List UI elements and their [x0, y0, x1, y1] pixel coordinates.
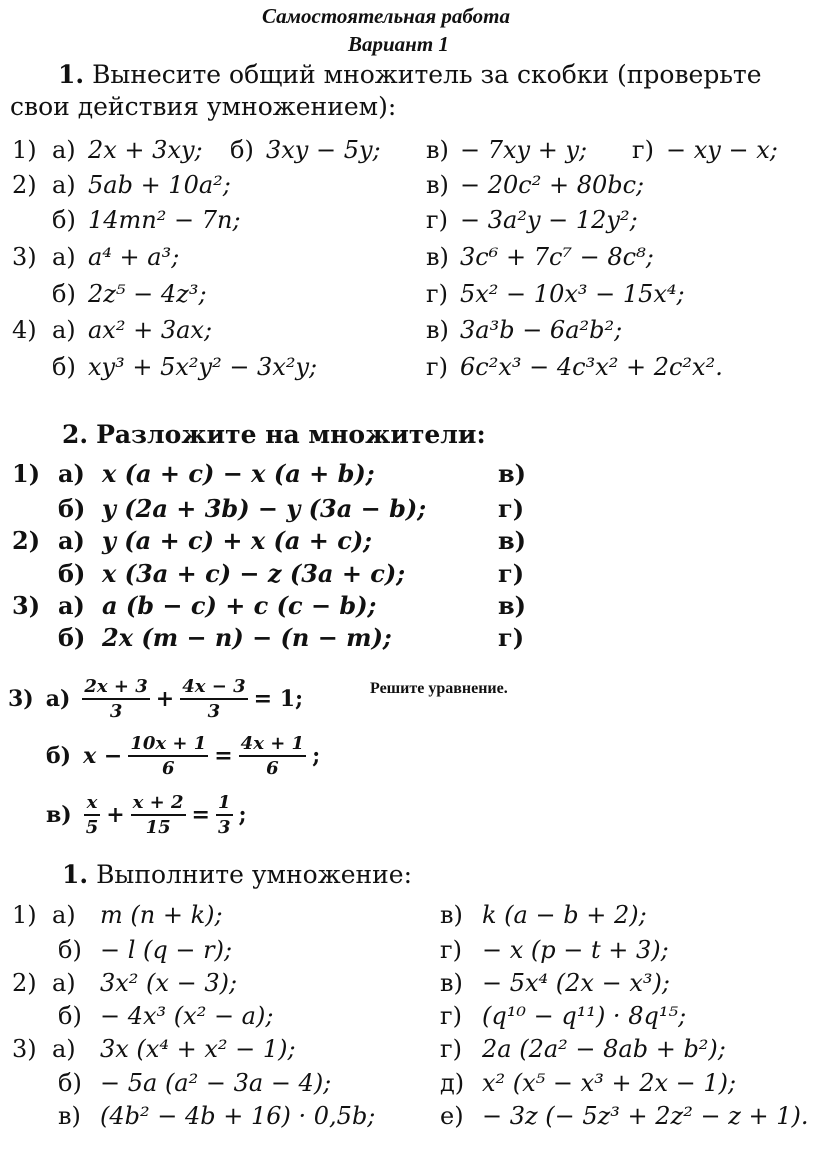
operator: = — [191, 802, 210, 828]
task2-group-1: 1) — [12, 459, 41, 488]
task2-label: а) — [58, 459, 85, 488]
task4-label: г) — [440, 1035, 462, 1063]
task1-label: в) — [426, 316, 449, 344]
equation-a — [8, 676, 303, 722]
task2-label: б) — [58, 494, 86, 523]
task3-number: 3) — [8, 686, 34, 712]
task1-label: г) — [426, 353, 448, 381]
task1-number: 1. — [58, 60, 85, 89]
fraction — [131, 792, 186, 838]
denominator: 3 — [217, 817, 231, 838]
task2-expr: x (3a + c) − z (3a + c); — [102, 559, 406, 588]
task4-expr: 3x (x⁴ + x² − 1); — [100, 1035, 296, 1063]
task2-group-2: 2) — [12, 526, 41, 555]
task1-heading — [58, 60, 762, 89]
task1-expr: 2x + 3xy; — [88, 136, 203, 164]
task1-label: б) — [52, 353, 76, 381]
fraction — [180, 676, 247, 722]
task1-label: в) — [426, 243, 449, 271]
task1-expr: 5x² − 10x³ − 15x⁴; — [460, 280, 685, 308]
task4-label: а) — [52, 1035, 76, 1063]
task2-group-3: 3) — [12, 591, 41, 620]
task2-label: б) — [58, 559, 86, 588]
task2-label: г) — [498, 559, 525, 588]
task1-label: б) — [230, 136, 254, 164]
task1-label: г) — [426, 280, 448, 308]
task1-label: в) — [426, 136, 449, 164]
task1-text: Вынесите общий множитель за скобки (проверьте — [92, 60, 762, 89]
task2-label: в) — [498, 459, 527, 488]
fraction — [216, 792, 233, 838]
task4-group-1: 1) — [12, 901, 37, 929]
task2-expr: 2x (m − n) − (n − m); — [102, 623, 392, 652]
task4-label: в) — [440, 901, 463, 929]
task4-expr: m (n + k); — [100, 901, 223, 929]
task1-expr: 3xy − 5y; — [266, 136, 381, 164]
task4-expr: x² (x⁵ − x³ + 2x − 1); — [482, 1069, 737, 1097]
task4-expr: (q¹⁰ − q¹¹) · 8q¹⁵; — [482, 1002, 687, 1030]
numerator: x + 2 — [131, 792, 186, 816]
operator: + — [106, 802, 125, 828]
task1-label: а) — [52, 316, 76, 344]
denominator: 3 — [109, 701, 123, 722]
task1-label: б) — [52, 280, 76, 308]
equation-lhs: x − — [83, 743, 123, 769]
task2-label: а) — [58, 526, 85, 555]
equation-v — [46, 792, 247, 838]
variant-label: Вариант 1 — [348, 32, 449, 56]
task1-expr: 6c²x³ − 4c³x² + 2c²x². — [460, 353, 723, 381]
numerator: x — [84, 792, 101, 816]
task2-label: в) — [498, 591, 527, 620]
denominator: 3 — [207, 701, 221, 722]
task4-text: Выполните умножение: — [96, 860, 413, 889]
task1-expr: 3a³b − 6a²b²; — [460, 316, 623, 344]
denominator: 6 — [266, 758, 279, 779]
task4-label: а) — [52, 901, 76, 929]
task2-expr: a (b − c) + c (c − b); — [102, 591, 377, 620]
task4-expr: − 5a (a² − 3a − 4); — [100, 1069, 332, 1097]
task1-group-4: 4) — [12, 316, 37, 344]
denominator: 6 — [162, 758, 175, 779]
task4-number: 1. — [62, 860, 89, 889]
task4-label: б) — [58, 1069, 82, 1097]
numerator: 4x + 1 — [239, 733, 306, 757]
task1-expr: − 7xy + y; — [460, 136, 588, 164]
task4-label: е) — [440, 1102, 464, 1130]
task1-label: а) — [52, 243, 76, 271]
task4-label: в) — [58, 1102, 81, 1130]
task4-group-2: 2) — [12, 969, 37, 997]
task2-text: Разложите на множители: — [96, 420, 486, 449]
numerator: 2x + 3 — [82, 676, 149, 700]
equation-b — [46, 733, 320, 779]
denominator: 5 — [85, 817, 99, 838]
task4-label: д) — [440, 1069, 465, 1097]
task1-label: а) — [52, 171, 76, 199]
task4-expr: − x (p − t + 3); — [482, 936, 669, 964]
task1-expr: 5ab + 10a²; — [88, 171, 231, 199]
task4-heading — [62, 860, 412, 889]
task1-label: в) — [426, 171, 449, 199]
task2-expr: y (2a + 3b) − y (3a − b); — [102, 494, 427, 523]
task1-label: г) — [426, 206, 448, 234]
task1-expr: − 20c² + 80bc; — [460, 171, 645, 199]
fraction — [239, 733, 306, 779]
task4-label: г) — [440, 1002, 462, 1030]
task1-expr: 14mn² − 7n; — [88, 206, 241, 234]
equation-instruction: Решите уравнение. — [370, 680, 508, 697]
task1-group-2: 2) — [12, 171, 37, 199]
task2-expr: x (a + c) − x (a + b); — [102, 459, 375, 488]
task4-group-3: 3) — [12, 1035, 37, 1063]
task4-expr: − 4x³ (x² − a); — [100, 1002, 274, 1030]
equation-label: а) — [45, 686, 71, 712]
task2-label: г) — [498, 494, 525, 523]
task2-expr: y (a + c) + x (a + c); — [102, 526, 373, 555]
task4-expr: (4b² − 4b + 16) · 0,5b; — [100, 1102, 376, 1130]
task4-expr: 2a (2a² − 8ab + b²); — [482, 1035, 726, 1063]
operator: + — [155, 686, 175, 712]
fraction — [82, 676, 149, 722]
task1-label: б) — [52, 206, 76, 234]
task2-number: 2. — [62, 420, 89, 449]
denominator: 15 — [145, 817, 171, 838]
task4-label: б) — [58, 1002, 82, 1030]
task4-expr: − 5x⁴ (2x − x³); — [482, 969, 670, 997]
equation-label: б) — [46, 743, 72, 769]
equation-end: ; — [238, 802, 247, 828]
task1-expr: ax² + 3ax; — [88, 316, 213, 344]
task2-label: г) — [498, 623, 525, 652]
task1-expr: − 3a²y − 12y²; — [460, 206, 638, 234]
task1-expr: xy³ + 5x²y² − 3x²y; — [88, 353, 318, 381]
equation-label: в) — [46, 802, 72, 828]
task4-label: в) — [440, 969, 463, 997]
equation-rhs: = 1; — [253, 686, 304, 712]
task4-expr: − l (q − r); — [100, 936, 233, 964]
task1-group-3: 3) — [12, 243, 37, 271]
task1-label: г) — [632, 136, 654, 164]
task1-expr: − xy − x; — [666, 136, 778, 164]
task2-label: а) — [58, 591, 85, 620]
task4-label: а) — [52, 969, 76, 997]
task1-label: а) — [52, 136, 76, 164]
fraction — [84, 792, 101, 838]
task4-expr: k (a − b + 2); — [482, 901, 647, 929]
task2-heading — [62, 420, 486, 449]
task4-label: г) — [440, 936, 462, 964]
task4-label: б) — [58, 936, 82, 964]
numerator: 1 — [216, 792, 233, 816]
task1-text-cont: свои действия умножением): — [10, 92, 397, 121]
task4-expr: 3x² (x − 3); — [100, 969, 238, 997]
task4-expr: − 3z (− 5z³ + 2z² − z + 1). — [482, 1102, 809, 1130]
task2-label: б) — [58, 623, 86, 652]
operator: = — [214, 743, 233, 769]
task1-expr: a⁴ + a³; — [88, 243, 180, 271]
task1-expr: 3c⁶ + 7c⁷ − 8c⁸; — [460, 243, 654, 271]
task1-expr: 2z⁵ − 4z³; — [88, 280, 207, 308]
numerator: 4x − 3 — [180, 676, 247, 700]
task2-label: в) — [498, 526, 527, 555]
fraction — [128, 733, 208, 779]
equation-end: ; — [312, 743, 321, 769]
task1-group-1: 1) — [12, 136, 37, 164]
worksheet-title: Самостоятельная работа — [262, 4, 510, 28]
numerator: 10x + 1 — [128, 733, 208, 757]
